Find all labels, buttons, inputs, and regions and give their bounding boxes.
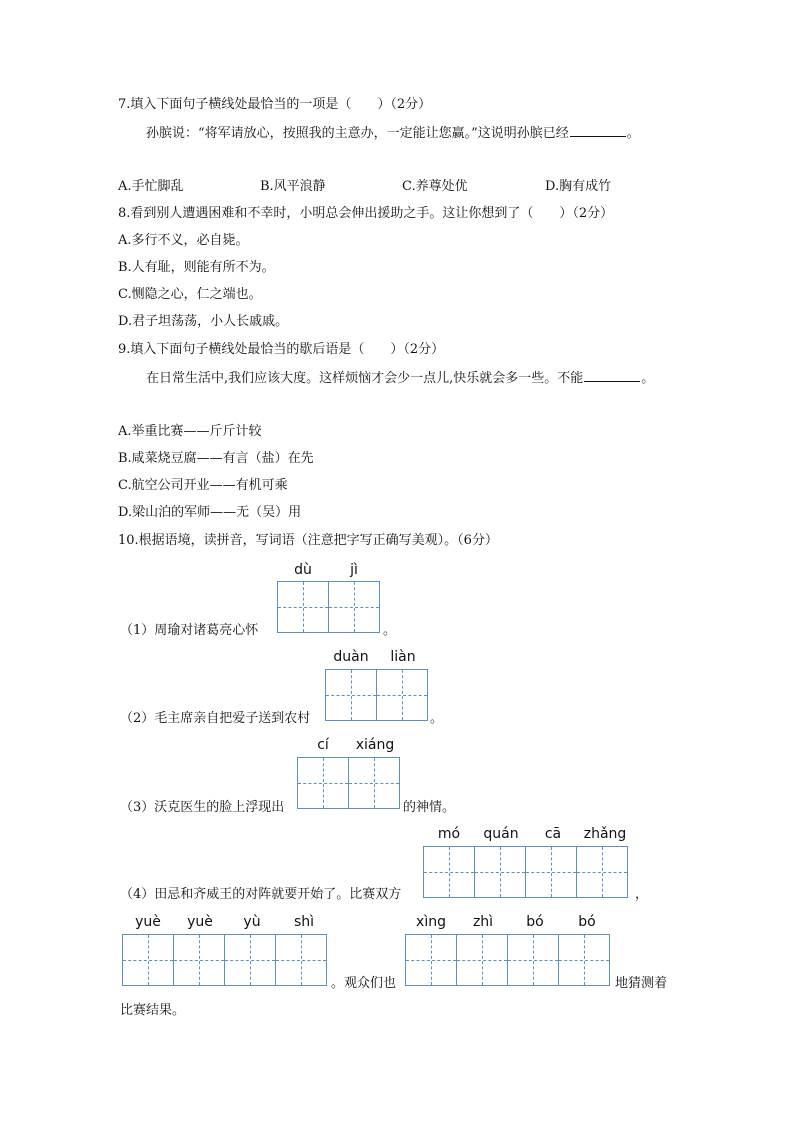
pinyin-duàn: duàn bbox=[333, 649, 369, 665]
pinyin-jì: jì bbox=[350, 562, 358, 578]
pinyin-bó: bó bbox=[578, 914, 596, 930]
q7-option-a[interactable]: A.手忙脚乱 bbox=[118, 179, 184, 194]
q10-item2-end: 。 bbox=[430, 711, 444, 726]
pinyin-dù: dù bbox=[294, 562, 312, 578]
tianzige-cell[interactable] bbox=[277, 581, 329, 633]
q10-item4-text: （4）田忌和齐威王的对阵就要开始了。比赛双方 bbox=[120, 887, 402, 902]
tianzige-cell[interactable] bbox=[376, 669, 428, 721]
q8-option-d[interactable]: D.君子坦荡荡，小人长戚戚。 bbox=[118, 314, 289, 329]
tianzige-cell[interactable] bbox=[456, 934, 508, 986]
q8-option-b[interactable]: B.人有耻，则能有所不为。 bbox=[118, 260, 275, 275]
q10-stem: 10.根据语境，读拼音，写词语（注意把字写正确写美观）。（6分） bbox=[118, 533, 498, 548]
pinyin-shì: shì bbox=[293, 914, 315, 930]
q10-item1-end: 。 bbox=[383, 623, 397, 638]
pinyin-zhì: zhì bbox=[472, 914, 494, 930]
tianzige-cell[interactable] bbox=[275, 934, 327, 986]
q9-option-c[interactable]: C.航空公司开业——有机可乘 bbox=[118, 478, 288, 493]
pinyin-bó: bó bbox=[526, 914, 544, 930]
q9-sentence-text: 在日常生活中,我们应该大度。这样烦恼才会少一点儿,快乐就会多一些。不能 bbox=[146, 371, 584, 386]
q9-option-a[interactable]: A.举重比赛——斤斤计较 bbox=[118, 424, 262, 439]
tianzige-cell[interactable] bbox=[325, 669, 377, 721]
q9-stem: 9.填入下面句子横线处最恰当的歇后语是（ ）（2分） bbox=[118, 342, 445, 357]
tianzige-cell[interactable] bbox=[348, 757, 400, 809]
q10-item4-last-line: 比赛结果。 bbox=[120, 1003, 186, 1018]
q8-stem: 8.看到别人遭遇困难和不幸时，小明总会伸出援助之手。这让你想到了（ ）（2分） bbox=[118, 206, 614, 221]
q7-answer-blank[interactable] bbox=[570, 124, 626, 137]
tianzige-cell[interactable] bbox=[474, 846, 526, 898]
q10-item4-middle: 。观众们也 bbox=[331, 976, 397, 991]
tianzige-cell[interactable] bbox=[328, 581, 380, 633]
pinyin-xìng: xìng bbox=[416, 914, 446, 930]
pinyin-yù: yù bbox=[243, 914, 261, 930]
pinyin-xiáng: xiáng bbox=[355, 737, 395, 753]
q7-stem: 7.填入下面句子横线处最恰当的一项是（ ）（2分） bbox=[118, 97, 432, 112]
tianzige-cell[interactable] bbox=[423, 846, 475, 898]
q7-option-c[interactable]: C.养尊处优 bbox=[402, 179, 468, 194]
pinyin-liàn: liàn bbox=[390, 649, 416, 665]
pinyin-mó: mó bbox=[437, 826, 461, 842]
q10-item3-grid[interactable] bbox=[297, 757, 400, 809]
pinyin-yuè: yuè bbox=[135, 914, 161, 930]
pinyin-yuè: yuè bbox=[187, 914, 213, 930]
q7-sentence bbox=[146, 124, 640, 143]
pinyin-quán: quán bbox=[483, 826, 519, 842]
tianzige-cell[interactable] bbox=[122, 934, 174, 986]
q10-item3-end: 的神情。 bbox=[403, 800, 456, 815]
q10-item1-text: （1）周瑜对诸葛亮心怀 bbox=[120, 623, 259, 638]
q7-sentence-text: 孙膑说：“将军请放心，按照我的主意办，一定能让您赢。”这说明孙膑已经 bbox=[146, 126, 569, 141]
q9-sentence-end: 。 bbox=[641, 371, 655, 386]
tianzige-cell[interactable] bbox=[558, 934, 610, 986]
q10-item4-grid-a[interactable] bbox=[423, 846, 628, 898]
tianzige-cell[interactable] bbox=[525, 846, 577, 898]
pinyin-cā: cā bbox=[544, 826, 562, 842]
q10-item4-grid-b[interactable] bbox=[122, 934, 327, 986]
q8-option-a[interactable]: A.多行不义，必自毙。 bbox=[118, 233, 249, 248]
pinyin-cí: cí bbox=[317, 737, 329, 753]
q10-item4-tail: 地猜测着 bbox=[615, 976, 668, 991]
q7-option-d[interactable]: D.胸有成竹 bbox=[545, 179, 612, 194]
q9-sentence bbox=[146, 369, 654, 388]
q7-sentence-end: 。 bbox=[626, 126, 640, 141]
tianzige-cell[interactable] bbox=[576, 846, 628, 898]
pinyin-zhǎng: zhǎng bbox=[583, 826, 627, 842]
q10-item1-grid[interactable] bbox=[277, 581, 380, 633]
q8-option-c[interactable]: C.恻隐之心，仁之端也。 bbox=[118, 287, 262, 302]
tianzige-cell[interactable] bbox=[507, 934, 559, 986]
q10-item2-grid[interactable] bbox=[325, 669, 428, 721]
q10-item3-text: （3）沃克医生的脸上浮现出 bbox=[120, 800, 285, 815]
tianzige-cell[interactable] bbox=[405, 934, 457, 986]
tianzige-cell[interactable] bbox=[297, 757, 349, 809]
q7-option-b[interactable]: B.风平浪静 bbox=[260, 179, 326, 194]
q10-item4-grid-c[interactable] bbox=[405, 934, 610, 986]
q9-answer-blank[interactable] bbox=[584, 369, 640, 382]
q10-item2-text: （2）毛主席亲自把爱子送到农村 bbox=[120, 711, 311, 726]
q10-item4-end: ， bbox=[635, 887, 649, 902]
q9-option-d[interactable]: D.梁山泊的军师——无（吴）用 bbox=[118, 505, 302, 520]
q9-option-b[interactable]: B.咸菜烧豆腐——有言（盐）在先 bbox=[118, 451, 314, 466]
tianzige-cell[interactable] bbox=[173, 934, 225, 986]
tianzige-cell[interactable] bbox=[224, 934, 276, 986]
